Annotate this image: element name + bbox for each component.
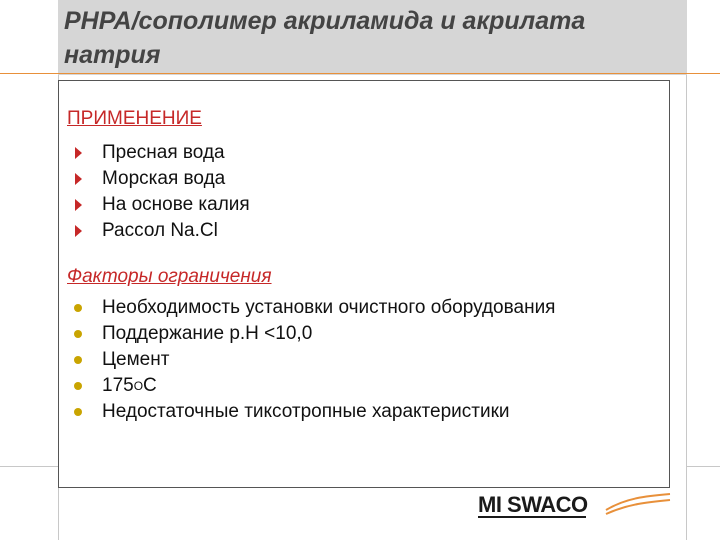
arrow-bullet-icon [75, 147, 82, 159]
list-item: 175 O C [67, 373, 555, 399]
list-item: Недостаточные тиксотропные характеристики [67, 399, 555, 425]
slide-title: PHPA/сополимер акриламида и акрилата натрия [64, 7, 586, 69]
list-item: На основе калия [67, 192, 250, 218]
mi-swaco-logo [476, 490, 672, 522]
dot-bullet-icon [74, 408, 82, 416]
arrow-bullet-icon [75, 199, 82, 211]
limitations-list [67, 295, 555, 425]
arrow-bullet-icon [75, 173, 82, 185]
list-item: Цемент [67, 347, 555, 373]
applications-list [67, 140, 250, 244]
bottom-guide-line-left [0, 466, 58, 467]
dot-bullet-icon [74, 382, 82, 390]
list-item: Пресная вода [67, 140, 250, 166]
right-guide-line [686, 0, 687, 540]
temperature-unit: C [143, 375, 157, 396]
dot-bullet-icon [74, 356, 82, 364]
arrow-bullet-icon [75, 225, 82, 237]
list-item: Морская вода [67, 166, 250, 192]
logo-graphic [476, 490, 672, 522]
list-item: Рассол Na.Cl [67, 218, 250, 244]
applications-heading: ПРИМЕНЕНИЕ [67, 108, 202, 129]
svg-text:MI SWACO: MI SWACO [478, 492, 588, 517]
header-divider [0, 73, 720, 74]
list-item: Необходимость установки очистного оборудования [67, 295, 555, 321]
bottom-guide-line-right [687, 466, 720, 467]
dot-bullet-icon [74, 304, 82, 312]
limitations-heading: Факторы ограничения [67, 266, 272, 287]
dot-bullet-icon [74, 330, 82, 338]
list-item: Поддержание р.H <10,0 [67, 321, 555, 347]
